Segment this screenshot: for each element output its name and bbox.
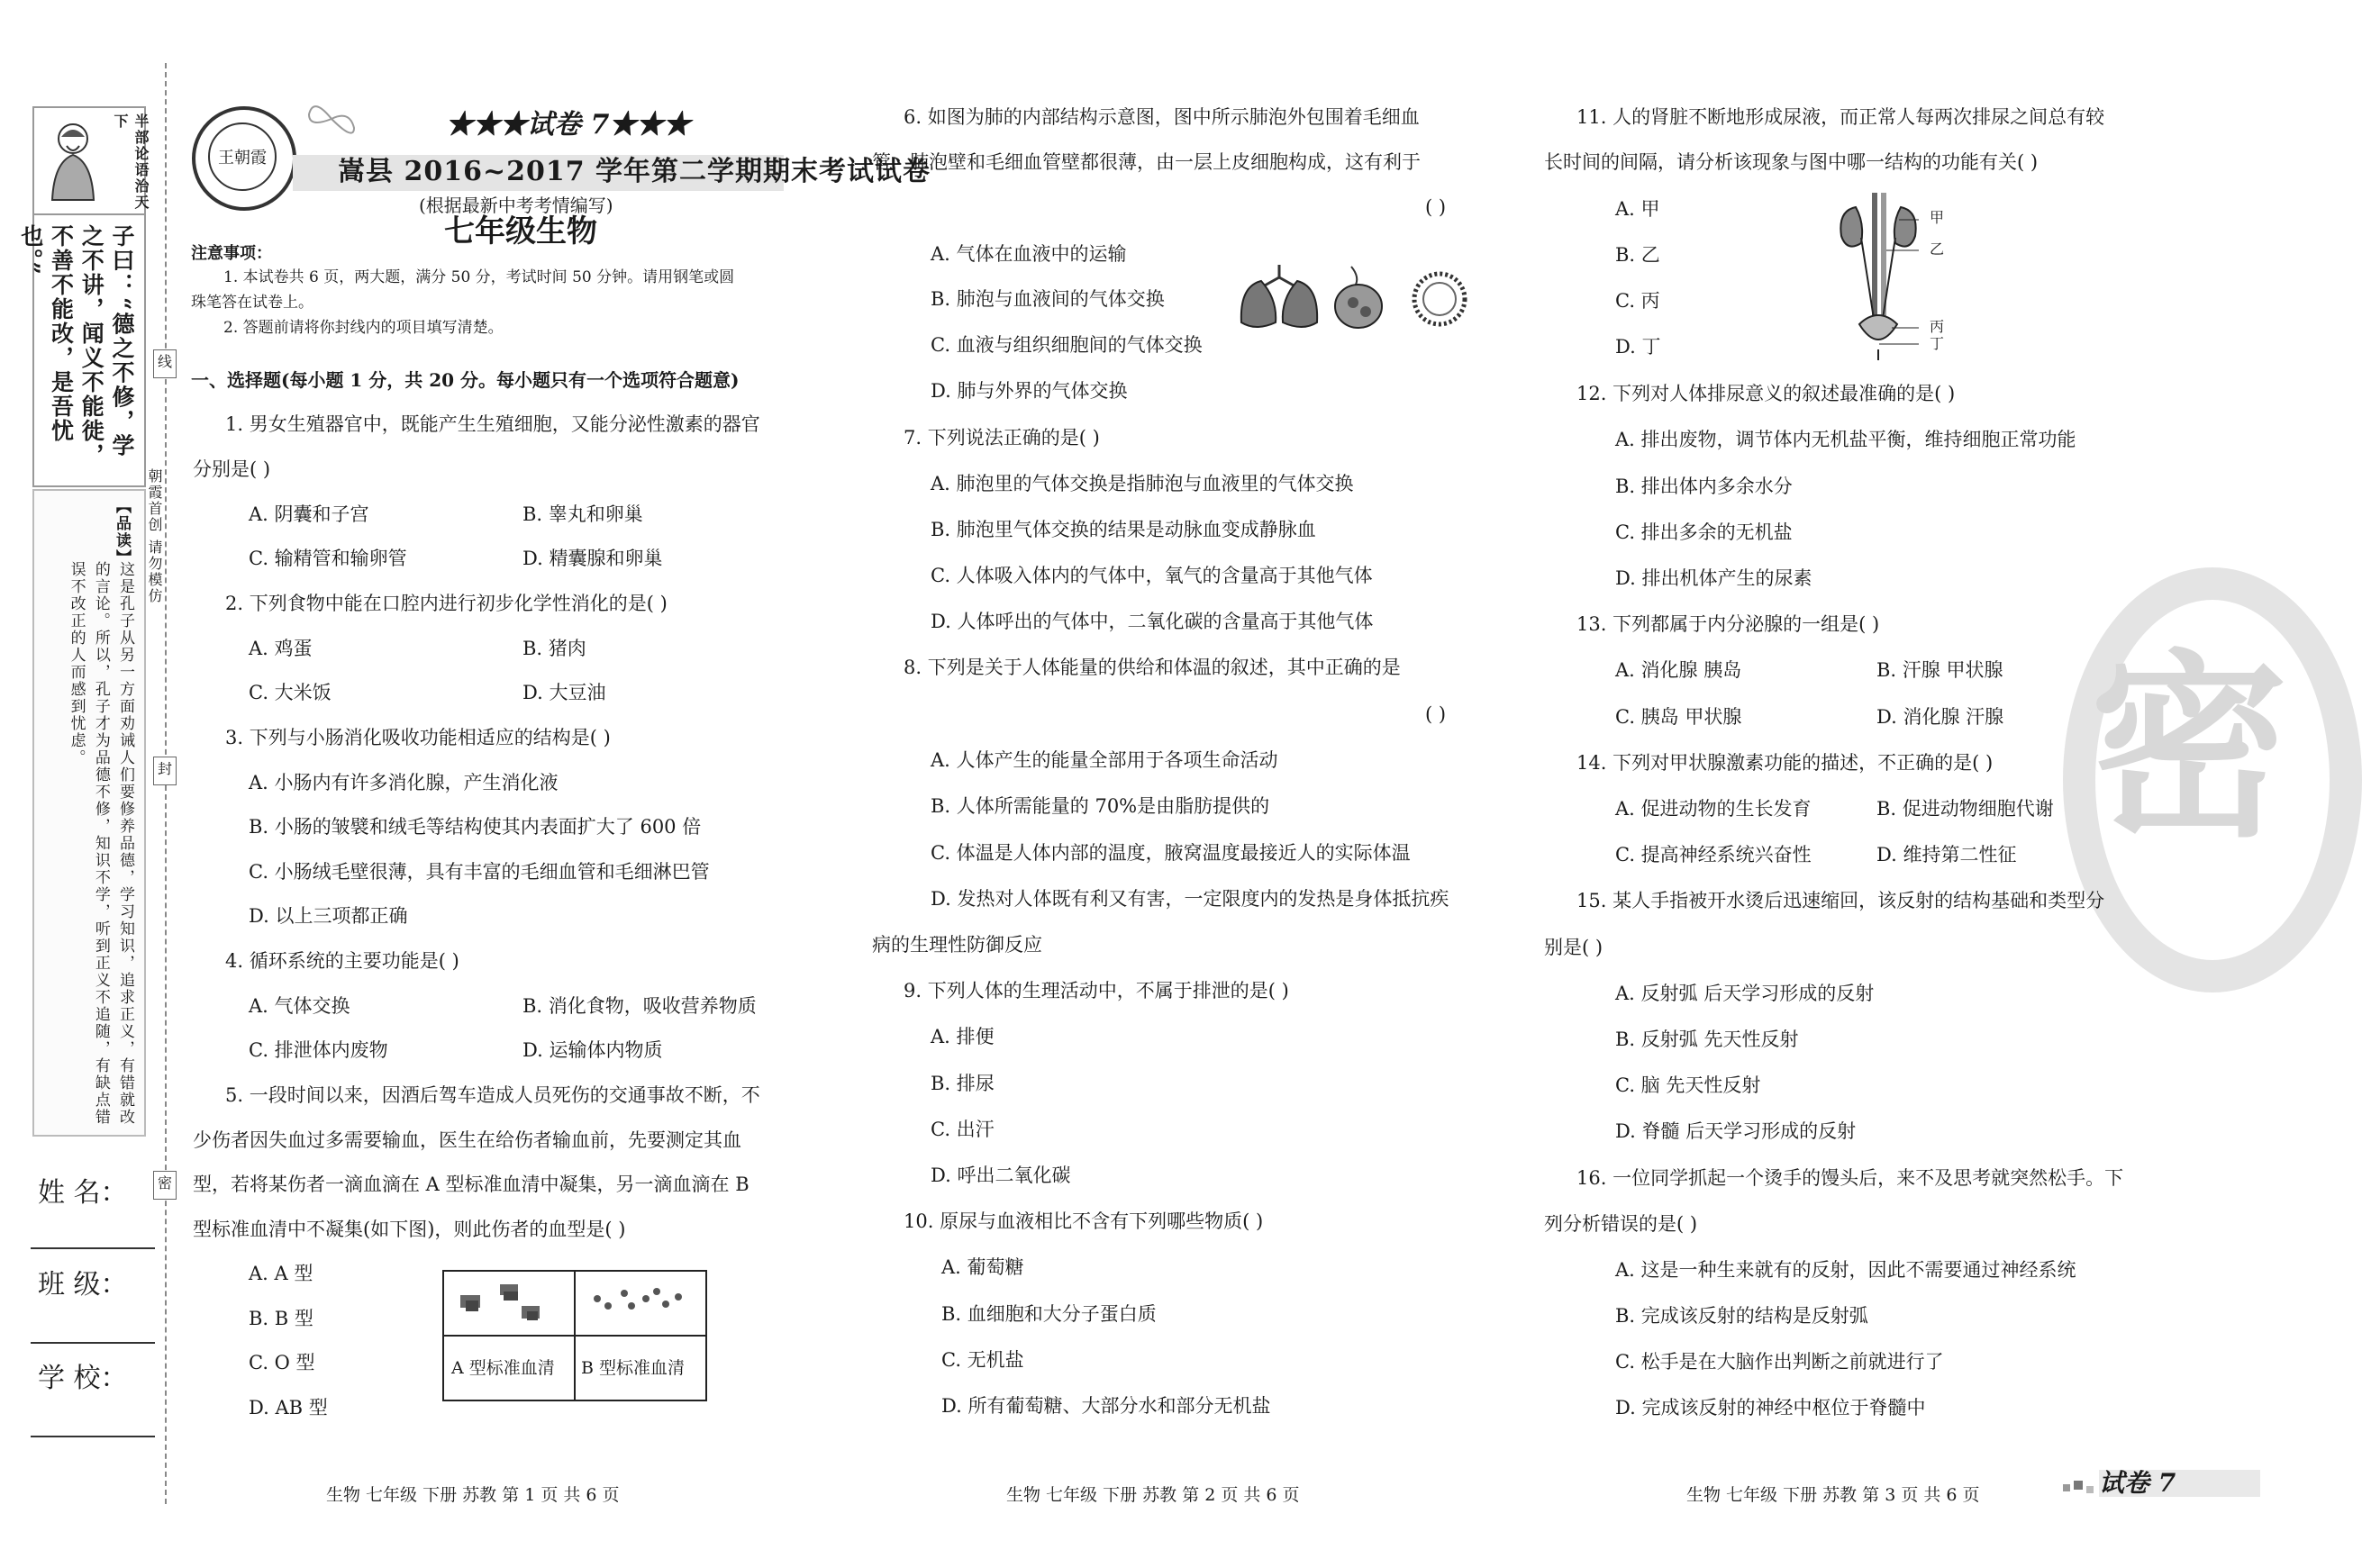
option[interactable]: B. 小肠的皱襞和绒毛等结构使其内表面扩大了 600 倍 — [249, 816, 702, 838]
option[interactable]: C. 小肠绒毛壁很薄，具有丰富的毛细血管和毛细淋巴管 — [249, 861, 710, 883]
notes-item: 2. 答题前请将你封线内的项目填写清楚。 — [223, 319, 504, 337]
option[interactable]: C. 体温是人体内部的温度，腋窝温度最接近人的实际体温 — [931, 842, 1411, 864]
option[interactable]: C. 胰岛 甲状腺 — [1615, 706, 1742, 728]
question-10: 10. 原尿与血液相比不含有下列哪些物质( ) — [904, 1210, 1264, 1232]
exam-subtitle: (根据最新中考考情编写) — [419, 195, 613, 216]
motto-header: 半部论语治天下 — [112, 113, 150, 211]
question-15-cont: 别是( ) — [1544, 937, 1603, 958]
exam-title: 嵩县 2016~2017 学年第二学期期末考试试卷 — [338, 156, 931, 187]
option[interactable]: D. 完成该反射的神经中枢位于脊髓中 — [1615, 1397, 1926, 1418]
option[interactable]: B. 排尿 — [931, 1073, 995, 1094]
option[interactable]: C. 排泄体内废物 — [249, 1039, 388, 1061]
option[interactable]: B. 汗腺 甲状腺 — [1876, 659, 2003, 681]
question-1: 1. 男女生殖器官中，既能产生生殖细胞，又能分泌性激素的器官 — [225, 413, 760, 435]
option[interactable]: B. 人体所需能量的 70%是由脂肪提供的 — [931, 795, 1270, 817]
fig-label-jia: 甲 — [1930, 209, 1945, 226]
table-label-b: B 型标准血清 — [581, 1358, 686, 1378]
question-13: 13. 下列都属于内分泌腺的一组是( ) — [1576, 613, 1880, 635]
option[interactable]: A. 这是一种生来就有的反射，因此不需要通过神经系统 — [1615, 1259, 2076, 1281]
brand-logo-text: 王朝霞 — [208, 122, 277, 191]
answer-bracket: ( ) — [1425, 703, 1447, 725]
question-5-cont: 型标准血清中不凝集(如下图)，则此伤者的血型是( ) — [193, 1219, 626, 1240]
table-label-a: A 型标准血清 — [451, 1358, 555, 1378]
option[interactable]: C. 无机盐 — [941, 1349, 1024, 1371]
option[interactable]: A. 气体交换 — [249, 995, 350, 1017]
option[interactable]: A. 葡萄糖 — [941, 1256, 1024, 1278]
option[interactable]: D. AB 型 — [249, 1397, 328, 1418]
option[interactable]: B. 乙 — [1615, 244, 1660, 266]
confucius-quote: 子曰：“德之不修，学之不讲，闻义不能徙，不善不能改，是吾忧也。” — [17, 224, 135, 467]
notes-item: 1. 本试卷共 6 页，两大题，满分 50 分，考试时间 50 分钟。请用钢笔或圆 — [223, 268, 735, 286]
seal-mark-xian: 线 — [153, 349, 177, 378]
question-1-cont: 分别是( ) — [193, 458, 271, 480]
notes-heading: 注意事项： — [191, 244, 272, 263]
option[interactable]: C. 丙 — [1615, 290, 1660, 312]
option[interactable]: B. 肺泡与血液间的气体交换 — [931, 288, 1165, 310]
dispersed-cells-icon — [585, 1279, 696, 1331]
class-label: 班 级： — [38, 1269, 128, 1301]
footer-paper-label: 试卷 7 — [2099, 1468, 2176, 1498]
confucius-figure — [41, 119, 104, 202]
question-5-cont: 型，若将某伤者一滴血滴在 A 型标准血清中凝集，另一滴血滴在 B — [193, 1174, 749, 1195]
question-6: 6. 如图为肺的内部结构示意图，图中所示肺泡外包围着毛细血 — [904, 106, 1420, 128]
option[interactable]: B. 睾丸和卵巢 — [522, 503, 643, 525]
option[interactable]: A. 消化腺 胰岛 — [1615, 659, 1742, 681]
motto-box — [32, 106, 150, 215]
option[interactable]: B. 肺泡里气体交换的结果是动脉血变成静脉血 — [931, 519, 1316, 540]
option[interactable]: A. 气体在血液中的运输 — [931, 243, 1127, 265]
option[interactable]: C. 人体吸入体内的气体中，氧气的含量高于其他气体 — [931, 565, 1373, 586]
question-6-cont: 管，肺泡壁和毛细血管壁都很薄，由一层上皮细胞构成，这有利于 — [872, 151, 1421, 173]
option[interactable]: A. 促进动物的生长发育 — [1615, 798, 1812, 820]
option[interactable]: A. 排便 — [931, 1026, 995, 1047]
option[interactable]: B. 完成该反射的结构是反射弧 — [1615, 1305, 1868, 1327]
option[interactable]: B. 排出体内多余水分 — [1615, 476, 1793, 497]
option[interactable]: A. 排出废物，调节体内无机盐平衡，维持细胞正常功能 — [1615, 429, 2076, 450]
fig-label-bing: 丙 — [1930, 318, 1945, 335]
question-5-cont: 少伤者因失血过多需要输血，医生在给伤者输血前，先要测定其血 — [193, 1129, 741, 1151]
question-11-cont: 长时间的间隔，请分析该现象与图中哪一结构的功能有关( ) — [1544, 151, 2039, 173]
notes-item: 珠笔答在试卷上。 — [191, 294, 313, 312]
option[interactable]: D. 大豆油 — [522, 682, 606, 703]
name-label: 姓 名： — [38, 1177, 128, 1209]
quote-box — [17, 213, 146, 487]
class-field[interactable] — [31, 1342, 155, 1344]
lung-diagram — [1236, 259, 1479, 335]
option[interactable]: B. 血细胞和大分子蛋白质 — [941, 1303, 1157, 1325]
option[interactable]: D. 脊髓 后天学习形成的反射 — [1615, 1120, 1857, 1142]
option[interactable]: D. 消化腺 汗腺 — [1876, 706, 2004, 728]
question-4: 4. 循环系统的主要功能是( ) — [225, 950, 459, 972]
seal-mark-feng: 封 — [153, 757, 177, 785]
option[interactable]: C. 输精管和输卵管 — [249, 548, 407, 569]
question-16: 16. 一位同学抓起一个烫手的馒头后，来不及思考就突然松手。下 — [1576, 1167, 2124, 1189]
question-16-cont: 列分析错误的是( ) — [1544, 1213, 1698, 1235]
option[interactable]: D. 精囊腺和卵巢 — [522, 548, 663, 569]
question-8: 8. 下列是关于人体能量的供给和体温的叙述，其中正确的是 — [904, 657, 1401, 678]
commentary-text: 这是孔子从另一方面劝诫人们要修养品德，学习知识，追求正义，有错就改的言论。所以，孔子才为品德不修，知识不学，听到正义不追随，有缺点错误不改正的人而感到忧虑。 — [67, 561, 134, 1126]
option[interactable]: D. 所有葡萄糖、大部分水和部分无机盐 — [941, 1395, 1271, 1417]
question-9: 9. 下列人体的生理活动中，不属于排泄的是( ) — [904, 980, 1289, 1002]
school-label: 学 校： — [38, 1363, 128, 1394]
option[interactable]: A. 人体产生的能量全部用于各项生命活动 — [931, 749, 1278, 771]
question-14: 14. 下列对甲状腺激素功能的描述，不正确的是( ) — [1576, 752, 1994, 774]
question-15: 15. 某人手指被开水烫后迅速缩回，该反射的结构基础和类型分 — [1576, 890, 2105, 911]
option[interactable]: D. 运输体内物质 — [522, 1039, 663, 1061]
option[interactable]: A. 肺泡里的气体交换是指肺泡与血液里的气体交换 — [931, 473, 1354, 494]
option[interactable]: D. 人体呼出的气体中，二氧化碳的含量高于其他气体 — [931, 611, 1374, 632]
question-7: 7. 下列说法正确的是( ) — [904, 427, 1100, 449]
section-heading: 一、选择题(每小题 1 分，共 20 分。每小题只有一个选项符合题意) — [191, 369, 740, 391]
agglutinated-cells-icon — [453, 1279, 561, 1331]
option[interactable]: C. O 型 — [249, 1352, 315, 1373]
question-2: 2. 下列食物中能在口腔内进行初步化学性消化的是( ) — [225, 593, 668, 614]
page-footer-2: 生物 七年级 下册 苏教 第 2 页 共 6 页 — [1006, 1485, 1300, 1505]
seal-mark-mi: 密 — [153, 1171, 177, 1200]
watermark-seal-char: 密 — [2090, 630, 2289, 864]
option[interactable]: A. A 型 — [249, 1263, 313, 1284]
option[interactable]: B. B 型 — [249, 1308, 313, 1329]
option[interactable]: D. 呼出二氧化碳 — [931, 1165, 1071, 1186]
fig-label-yi: 乙 — [1930, 240, 1945, 258]
name-field[interactable] — [31, 1247, 155, 1249]
page-footer-1: 生物 七年级 下册 苏教 第 1 页 共 6 页 — [326, 1485, 620, 1505]
option[interactable]: D. 以上三项都正确 — [249, 905, 408, 927]
option[interactable]: C. 血液与组织细胞间的气体交换 — [931, 334, 1203, 356]
option[interactable]: C. 松手是在大脑作出判断之前就进行了 — [1615, 1351, 1944, 1373]
option[interactable]: C. 脑 先天性反射 — [1615, 1074, 1761, 1096]
option[interactable]: A. 反射弧 后天学习形成的反射 — [1615, 983, 1875, 1004]
exam-subject: 七年级生物 — [444, 213, 597, 249]
question-5: 5. 一段时间以来，因酒后驾车造成人员死伤的交通事故不断，不 — [225, 1084, 760, 1106]
urinary-system-diagram — [1829, 193, 1973, 360]
paper-number: ★★★试卷 7★★★ — [446, 109, 691, 140]
ribbon-icon — [304, 92, 359, 150]
school-field[interactable] — [31, 1436, 155, 1437]
option[interactable]: A. 阴囊和子宫 — [249, 503, 369, 525]
question-11: 11. 人的肾脏不断地形成尿液，而正常人每两次排尿之间总有较 — [1576, 106, 2105, 128]
option[interactable]: D. 丁 — [1615, 336, 1661, 358]
option[interactable]: B. 消化食物，吸收营养物质 — [522, 995, 757, 1017]
brand-note: 朝霞首创 请勿模仿 — [146, 468, 163, 605]
fig-label-ding: 丁 — [1930, 335, 1945, 352]
option[interactable]: C. 大米饭 — [249, 682, 332, 703]
option[interactable]: A. 鸡蛋 — [249, 638, 313, 659]
option[interactable]: B. 反射弧 先天性反射 — [1615, 1029, 1799, 1050]
answer-bracket: ( ) — [1425, 196, 1447, 218]
option[interactable]: A. 甲 — [1615, 198, 1660, 220]
commentary-label: 【品读】 — [113, 498, 131, 566]
blood-type-table — [442, 1270, 707, 1401]
option[interactable]: A. 小肠内有许多消化腺，产生消化液 — [249, 772, 559, 793]
commentary-box — [32, 489, 146, 1137]
page-footer-3: 生物 七年级 下册 苏教 第 3 页 共 6 页 — [1686, 1485, 1980, 1505]
option[interactable]: D. 发热对人体既有利又有害，一定限度内的发热是身体抵抗疾 — [931, 888, 1449, 910]
option[interactable]: B. 促进动物细胞代谢 — [1876, 798, 2054, 820]
footer-squares-icon — [2063, 1479, 2095, 1499]
question-12: 12. 下列对人体排尿意义的叙述最准确的是( ) — [1576, 383, 1956, 404]
option-cont: 病的生理性防御反应 — [872, 934, 1042, 956]
question-3: 3. 下列与小肠消化吸收功能相适应的结构是( ) — [225, 727, 611, 748]
option[interactable]: C. 出汗 — [931, 1119, 995, 1140]
option[interactable]: D. 维持第二性征 — [1876, 844, 2017, 866]
option[interactable]: D. 肺与外界的气体交换 — [931, 380, 1128, 402]
option[interactable]: B. 猪肉 — [522, 638, 586, 659]
option[interactable]: C. 排出多余的无机盐 — [1615, 521, 1793, 543]
option[interactable]: C. 提高神经系统兴奋性 — [1615, 844, 1812, 866]
option[interactable]: D. 排出机体产生的尿素 — [1615, 567, 1812, 589]
